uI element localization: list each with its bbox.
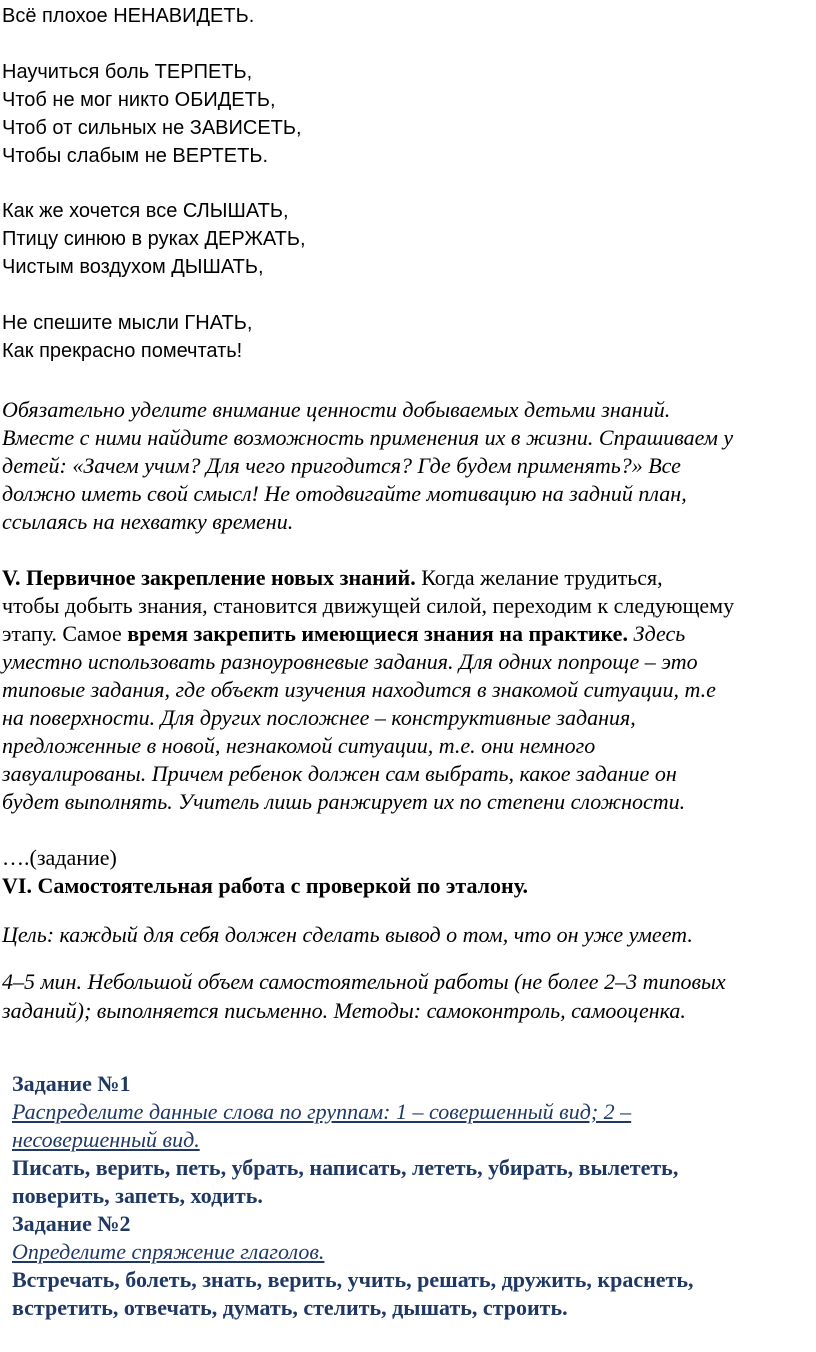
task-1-title: Задание №1 — [12, 1071, 131, 1096]
section-5-line: на поверхности. Для других посложнее – конструктивные задания, — [2, 705, 636, 730]
section-5-line — [2, 620, 685, 648]
task-1-instruction: несовершенный вид. — [12, 1127, 200, 1152]
poem-line: Чтоб от сильных не ЗАВИСЕТЬ, — [2, 117, 302, 139]
task-2-instruction: Определите спряжение глаголов. — [12, 1239, 325, 1264]
section-5-text: Когда желание трудиться, — [415, 565, 663, 590]
section-6-duration: заданий); выполняется письменно. Методы: самоконтроль, самооценка. — [2, 998, 686, 1023]
task-2-title: Задание №2 — [12, 1211, 131, 1236]
poem-line: Научиться боль ТЕРПЕТЬ, — [2, 61, 253, 83]
task-1-words: поверить, запеть, ходить. — [12, 1183, 263, 1208]
section-5-line: уместно использовать разноуровневые задания. Для одних попроще – это — [2, 649, 698, 674]
poem-line: Чистым воздухом ДЫШАТЬ, — [2, 256, 264, 278]
section-5-emphasis: время закрепить имеющиеся знания на практике. — [127, 621, 628, 646]
poem-line: Не спешите мысли ГНАТЬ, — [2, 312, 253, 334]
section-5-line — [2, 564, 663, 592]
poem-line: Как прекрасно помечтать! — [2, 340, 243, 362]
section-5-line: типовые задания, где объект изучения находится в знакомой ситуации, т.е — [2, 677, 716, 702]
advice-line: Вместе с ними найдите возможность применения их в жизни. Спрашиваем у — [2, 425, 734, 450]
poem-line: Птицу синюю в руках ДЕРЖАТЬ, — [2, 228, 306, 250]
section-5-line: чтобы добыть знания, становится движущей силой, переходим к следующему — [2, 593, 735, 618]
task-note: ….(задание) — [2, 845, 117, 870]
task-2-words: встретить, отвечать, думать, стелить, дышать, строить. — [12, 1295, 568, 1320]
advice-line: ссылаясь на нехватку времени. — [2, 509, 294, 534]
advice-line: Обязательно уделите внимание ценности добываемых детьми знаний. — [2, 397, 671, 422]
task-1-instruction: Распределите данные слова по группам: 1 – совершенный вид; 2 – — [12, 1099, 632, 1124]
section-5-line: будет выполнять. Учитель лишь ранжирует их по степени сложности. — [2, 789, 686, 814]
task-2-words: Встречать, болеть, знать, верить, учить, решать, дружить, краснеть, — [12, 1267, 694, 1292]
section-5-text: этапу. Самое — [2, 621, 128, 646]
poem-line: Всё плохое НЕНАВИДЕТЬ. — [2, 5, 255, 27]
advice-line: детей: «Зачем учим? Для чего пригодится? Где будем применять?» Все — [2, 453, 681, 478]
section-6-duration: 4–5 мин. Небольшой объем самостоятельной работы (не более 2–3 типовых — [2, 969, 726, 994]
poem-line: Чтоб не мог никто ОБИДЕТЬ, — [2, 89, 276, 111]
advice-line: должно иметь свой смысл! Не отодвигайте мотивацию на задний план, — [2, 481, 687, 506]
section-5-line: завуалированы. Причем ребенок должен сам выбрать, какое задание он — [2, 761, 677, 786]
task-1-words: Писать, верить, петь, убрать, написать, лететь, убирать, вылететь, — [12, 1155, 679, 1180]
poem-line: Как же хочется все СЛЫШАТЬ, — [2, 200, 289, 222]
section-5-text: Здесь — [627, 621, 686, 646]
section-6-goal: Цель: каждый для себя должен сделать вывод о том, что он уже умеет. — [2, 922, 693, 947]
poem-line: Чтобы слабым не ВЕРТЕТЬ. — [2, 145, 269, 167]
section-6-heading: VI. Самостоятельная работа с проверкой по эталону. — [2, 873, 528, 898]
section-5-heading: V. Первичное закрепление новых знаний. — [2, 565, 416, 590]
section-5-line: предложенные в новой, незнакомой ситуации, т.е. они немного — [2, 733, 596, 758]
